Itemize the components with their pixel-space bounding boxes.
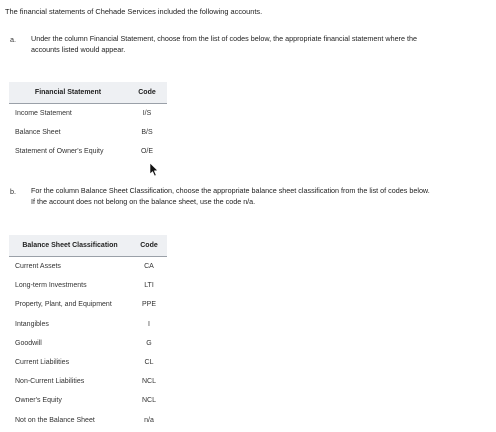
statement-code: B/S: [141, 129, 153, 137]
classification-code: PPE: [141, 301, 156, 309]
part-b-instruction-line2: If the account does not belong on the balance sheet, use the code n/a.: [31, 197, 256, 206]
part-b-instruction: [31, 185, 491, 207]
column-header-code: Code: [127, 82, 167, 104]
table-row: [9, 104, 167, 124]
classification-code: G: [146, 339, 152, 347]
table-row: [9, 295, 167, 314]
classification-code: I: [148, 320, 150, 328]
classification-name: Not on the Balance Sheet: [15, 416, 95, 424]
classification-name: Goodwill: [15, 339, 42, 347]
classification-name: Current Liabilities: [15, 359, 70, 367]
intro-text: The financial statements of Chehade Services included the following accounts.: [5, 7, 263, 16]
statement-code: O/E: [140, 148, 154, 156]
classification-code: n/a: [144, 416, 154, 424]
classification-code: NCL: [141, 378, 156, 386]
classification-code: CA: [144, 263, 154, 271]
classification-code: CL: [144, 359, 154, 367]
table-row: [9, 334, 167, 353]
table-row: [9, 372, 167, 391]
table-row: [9, 276, 167, 295]
mouse-pointer-icon: [149, 163, 159, 177]
part-a-instruction-line2: accounts listed would appear.: [31, 45, 126, 54]
classification-name: Owner's Equity: [15, 397, 62, 405]
part-a-instruction: [31, 33, 469, 55]
column-header-code: Code: [131, 235, 167, 257]
balance-sheet-codes-table: [9, 235, 167, 430]
statement-name: Balance Sheet: [15, 129, 61, 137]
part-b-instruction-line1: For the column Balance Sheet Classification, choose the appropriate balance sheet classification from the list of codes below.: [31, 186, 430, 195]
table-header-row: [9, 82, 167, 104]
classification-code: NCL: [141, 397, 156, 405]
column-header-financial-statement: Financial Statement: [9, 82, 127, 104]
statement-name: Statement of Owner's Equity: [15, 148, 104, 156]
part-a-instruction-line1: Under the column Financial Statement, choose from the list of codes below, the appropriate financial statement where the: [31, 34, 417, 43]
table-row: [9, 257, 167, 277]
classification-name: Intangibles: [15, 320, 49, 328]
column-header-balance-sheet-classification: Balance Sheet Classification: [9, 235, 131, 257]
table-row: [9, 315, 167, 334]
classification-name: Property, Plant, and Equipment: [15, 301, 112, 309]
part-a-marker: a.: [10, 35, 16, 44]
table-row: [9, 391, 167, 410]
financial-statement-codes-table: [9, 82, 167, 162]
classification-code: LTI: [144, 282, 154, 290]
classification-name: Current Assets: [15, 263, 61, 271]
statement-code: I/S: [142, 110, 152, 118]
part-b-marker: b.: [10, 187, 16, 196]
classification-name: Non-Current Liabilities: [15, 378, 85, 386]
table-row: [9, 411, 167, 430]
classification-name: Long-term Investments: [15, 282, 87, 290]
table-row: [9, 353, 167, 372]
table-header-row: [9, 235, 167, 257]
table-row: [9, 123, 167, 142]
statement-name: Income Statement: [15, 110, 72, 118]
table-row: [9, 142, 167, 161]
